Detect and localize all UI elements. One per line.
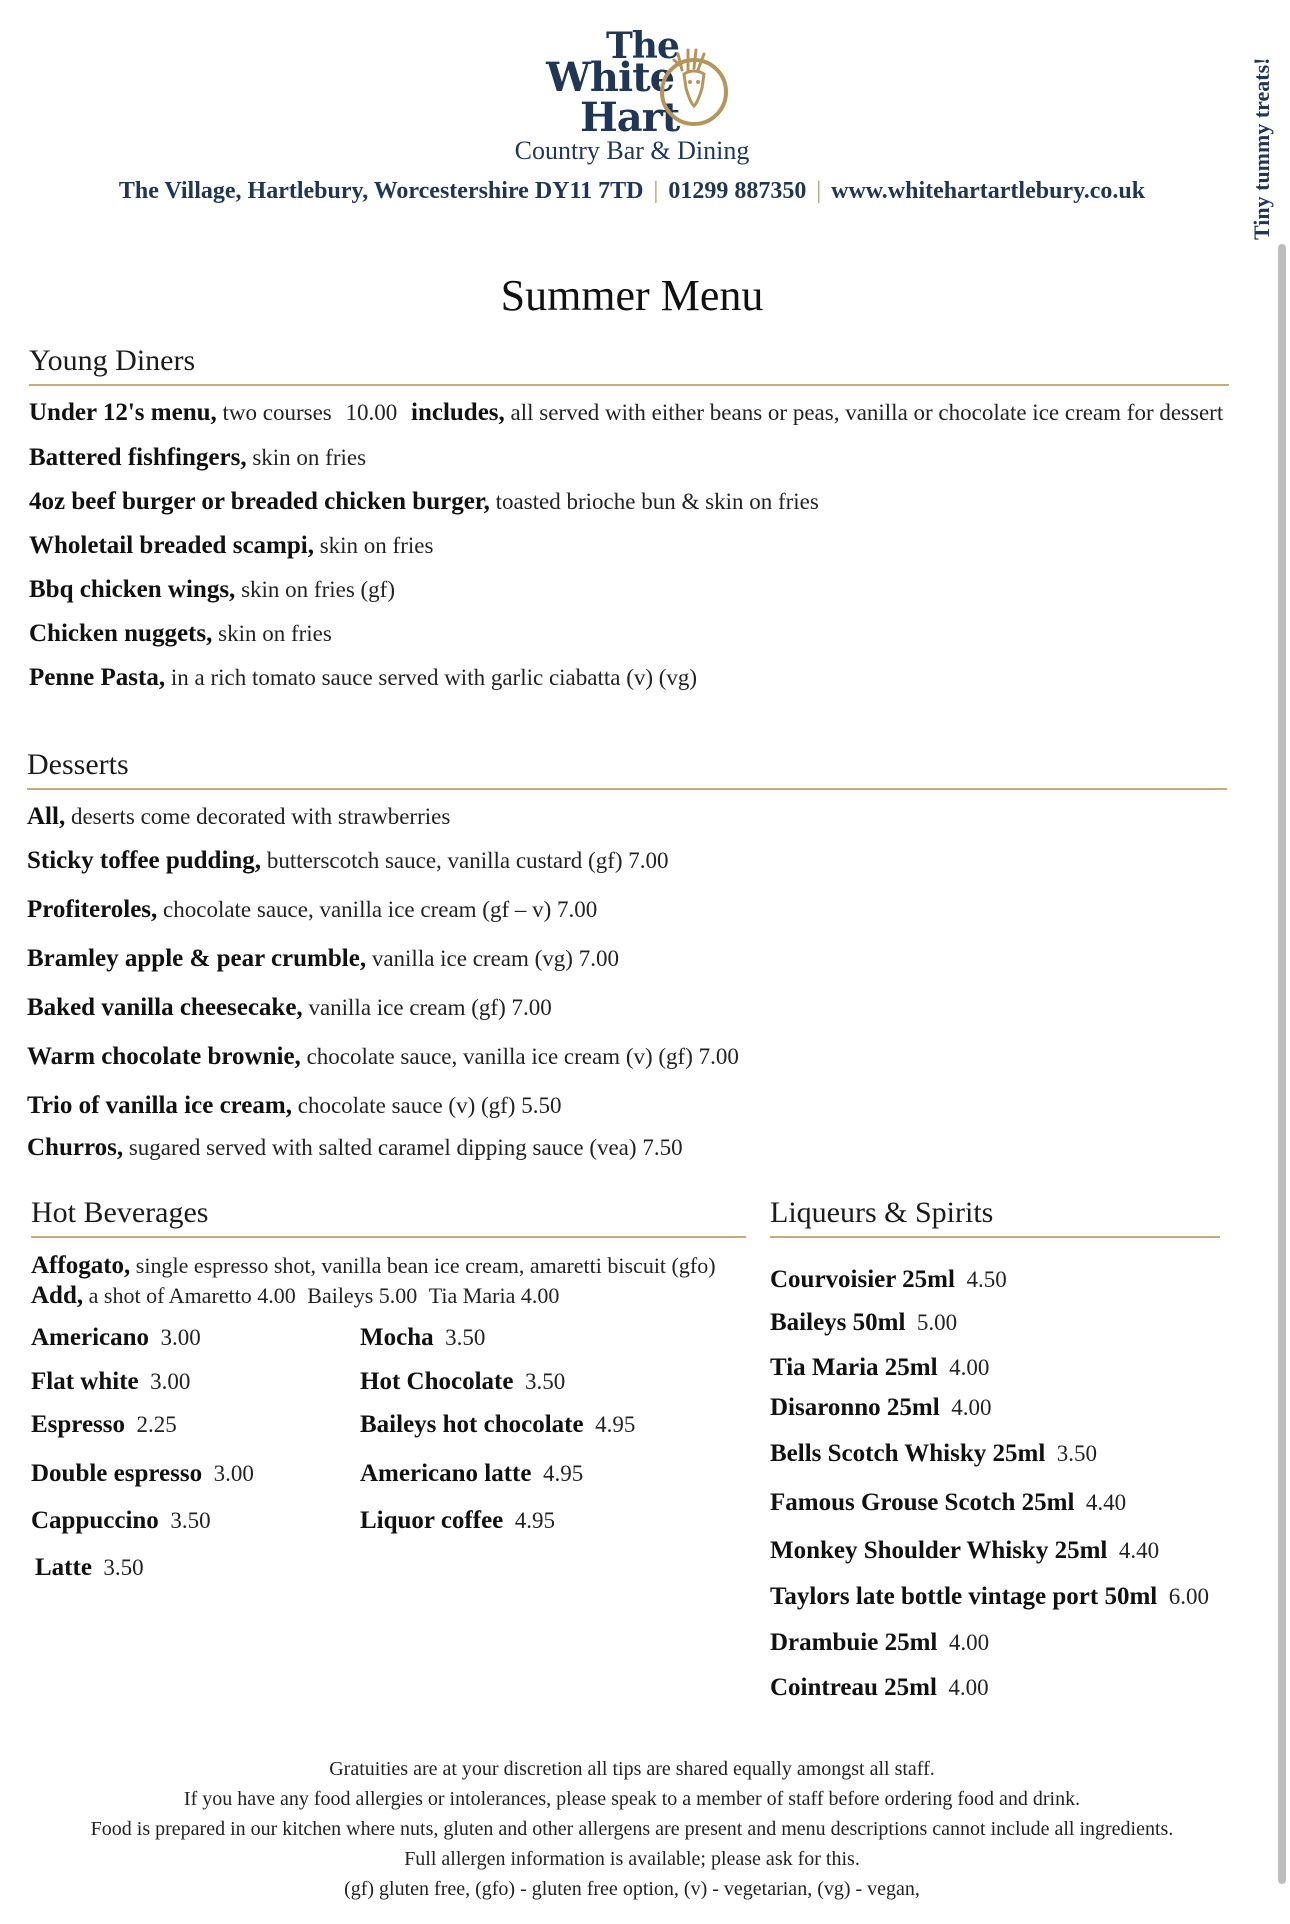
item-desc: vanilla ice cream (vg) [371, 946, 573, 971]
item-name: Baileys 50ml [770, 1309, 906, 1336]
drink-item [31, 1324, 201, 1352]
drink-item [770, 1266, 1007, 1294]
drink-item [360, 1460, 583, 1488]
menu-item [27, 1092, 561, 1120]
hot-beverages-section [31, 1196, 756, 1581]
section-heading: Desserts [27, 748, 1227, 790]
item-name: Bbq chicken wings, [29, 576, 236, 603]
item-price: 5.50 [521, 1093, 562, 1118]
logo [540, 22, 760, 142]
separator: | [653, 178, 659, 204]
item-name: Bells Scotch Whisky 25ml [770, 1440, 1046, 1467]
item-name: Baileys hot chocolate [360, 1411, 584, 1438]
item-name: Under 12's menu, [29, 399, 217, 426]
footer-line: Full allergen information is available; please ask for this. [404, 1848, 860, 1870]
footer-line: Food is prepared in our kitchen where nuts, gluten and other allergens are present and menu descriptions cannot include all ingredients. [90, 1818, 1174, 1840]
logo-word-the: The [606, 25, 679, 67]
drink-item [770, 1537, 1159, 1565]
item-price: 5.00 [916, 1310, 958, 1335]
item-name: Tia Maria 25ml [770, 1354, 938, 1381]
item-name: Profiteroles, [27, 896, 158, 923]
item-desc: two courses [222, 400, 332, 425]
item-desc: vanilla ice cream (gf) [308, 995, 506, 1020]
drink-item [35, 1554, 144, 1582]
item-price: 3.00 [150, 1369, 191, 1394]
item-desc: butterscotch sauce, vanilla custard (gf) [266, 848, 623, 873]
item-price: 7.00 [628, 848, 669, 873]
item-desc: single espresso shot, vanilla bean ice cream, amaretti biscuit (gfo) [135, 1253, 716, 1278]
item-price: 3.00 [213, 1461, 254, 1486]
item-name: Bramley apple & pear crumble, [27, 945, 367, 972]
item-desc: skin on fries [218, 621, 332, 646]
item-price: 4.00 [951, 1395, 992, 1420]
item-price: 3.50 [1056, 1441, 1098, 1466]
add-ons [31, 1282, 559, 1310]
item-name: Monkey Shoulder Whisky 25ml [770, 1537, 1108, 1564]
add-on-name: Tia Maria [428, 1283, 516, 1308]
item-price: 3.50 [445, 1325, 486, 1350]
item-desc: chocolate sauce, vanilla ice cream (v) (gf) [306, 1044, 693, 1069]
item-name: Hot Chocolate [360, 1368, 514, 1395]
drink-item [770, 1629, 989, 1657]
liqueurs-spirits-section [770, 1196, 1225, 1716]
item-name: Mocha [360, 1324, 434, 1351]
item-price: 3.50 [524, 1369, 566, 1394]
add-on-name: a shot of Amaretto [88, 1283, 252, 1308]
item-name: Americano [31, 1324, 150, 1351]
item-desc: skin on fries [319, 533, 434, 558]
item-price: 6.00 [1168, 1584, 1209, 1609]
item-name: Drambuie 25ml [770, 1629, 938, 1656]
item-price: 7.00 [698, 1044, 739, 1069]
item-desc: skin on fries (gf) [241, 577, 395, 602]
menu-item [27, 1043, 739, 1071]
item-name: Cappuccino [31, 1507, 159, 1534]
item-name: Double espresso [31, 1460, 203, 1487]
footer-notes [0, 1754, 1264, 1904]
item-price: 4.95 [542, 1461, 584, 1486]
add-on-name: Baileys [307, 1283, 374, 1308]
item-desc: skin on fries [252, 445, 367, 470]
item-price: 4.40 [1118, 1538, 1160, 1563]
item-price: 3.50 [170, 1508, 211, 1533]
item-name: Espresso [31, 1411, 126, 1438]
item-price: 3.50 [103, 1555, 144, 1580]
contact-line [0, 178, 1264, 205]
item-price: 4.95 [514, 1508, 556, 1533]
stag-head-icon [648, 40, 738, 130]
item-name: Penne Pasta, [29, 664, 166, 691]
menu-item [27, 945, 619, 973]
includes-label: includes, [411, 399, 505, 426]
add-on-price: 4.00 [520, 1283, 560, 1308]
item-name: All, [27, 803, 66, 830]
add-on-price: 4.00 [257, 1283, 296, 1308]
item-name: Chicken nuggets, [29, 620, 213, 647]
drink-item [360, 1411, 635, 1439]
item-name: Battered fishfingers, [29, 444, 247, 471]
menu-item [29, 532, 433, 560]
item-price: 4.40 [1085, 1490, 1127, 1515]
footer-line: If you have any food allergies or intolerances, please speak to a member of staff before ordering food and drink. [183, 1788, 1081, 1810]
affogato-item [31, 1252, 716, 1280]
item-price: 4.95 [595, 1412, 636, 1437]
menu-item [27, 896, 597, 924]
drink-item [770, 1674, 989, 1702]
item-desc: toasted brioche bun & skin on fries [495, 489, 819, 514]
drink-item [770, 1309, 957, 1337]
tagline: Country Bar & Dining [514, 136, 750, 165]
drink-item [31, 1507, 211, 1535]
menu-item [29, 576, 395, 604]
item-name: Taylors late bottle vintage port 50ml [770, 1583, 1158, 1610]
drink-item [770, 1394, 991, 1422]
side-note: Tiny tummy treats! [1249, 57, 1274, 240]
menu-item [27, 1134, 683, 1162]
includes-text: all served with either beans or peas, vanilla or chocolate ice cream for dessert [510, 400, 1224, 425]
menu-item [27, 847, 669, 875]
item-name: Flat white [31, 1368, 139, 1395]
item-desc: in a rich tomato sauce served with garlic ciabatta (v) (vg) [170, 665, 698, 690]
footer-line: Gratuities are at your discretion all tips are shared equally amongst all staff. [329, 1758, 935, 1780]
item-name: Affogato, [31, 1252, 131, 1279]
item-name: Cointreau 25ml [770, 1674, 937, 1701]
item-name: Courvoisier 25ml [770, 1266, 955, 1293]
drink-item [360, 1368, 565, 1396]
item-desc: chocolate sauce, vanilla ice cream (gf – v) [163, 897, 552, 922]
item-price: 7.00 [557, 897, 598, 922]
menu-item [29, 399, 1223, 427]
item-name: Liquor coffee [360, 1507, 504, 1534]
item-price: 10.00 [345, 400, 398, 425]
logo-word-white: White [546, 54, 675, 101]
phone-number[interactable]: 01299 887350 [668, 178, 807, 204]
menu-item [29, 488, 819, 516]
separator: | [816, 178, 822, 204]
item-price: 4.00 [949, 1355, 990, 1380]
item-name: Churros, [27, 1134, 124, 1161]
item-price: 7.50 [642, 1135, 683, 1160]
item-price: 2.25 [136, 1412, 177, 1437]
drink-item [770, 1440, 1097, 1468]
item-desc: chocolate sauce (v) (gf) [297, 1093, 516, 1118]
item-name: Add, [31, 1282, 84, 1309]
drink-item [770, 1354, 989, 1382]
section-heading: Liqueurs & Spirits [770, 1196, 1220, 1238]
item-name: Americano latte [360, 1460, 532, 1487]
page-title: Summer Menu [500, 271, 764, 320]
footer-line: (gf) gluten free, (gfo) - gluten free option, (v) - vegetarian, (vg) - vegan, [344, 1878, 920, 1900]
menu-item [29, 620, 332, 648]
item-name: Famous Grouse Scotch 25ml [770, 1489, 1075, 1516]
item-name: Disaronno 25ml [770, 1394, 940, 1421]
section-heading: Hot Beverages [31, 1196, 746, 1238]
menu-item [29, 444, 366, 472]
item-desc: sugared served with salted caramel dipping sauce (vea) [128, 1135, 637, 1160]
item-name: Warm chocolate brownie, [27, 1043, 301, 1070]
menu-item [27, 994, 552, 1022]
item-price: 7.00 [511, 995, 552, 1020]
item-price: 4.00 [948, 1630, 990, 1655]
item-price: 7.00 [578, 946, 619, 971]
address: The Village, Hartlebury, Worcestershire DY11 7TD [118, 178, 644, 204]
item-name: Baked vanilla cheesecake, [27, 994, 303, 1021]
add-on-price: 5.00 [378, 1283, 418, 1308]
menu-item [29, 664, 697, 692]
dessert-note [27, 803, 450, 831]
section-heading: Young Diners [29, 344, 1229, 386]
drink-item [31, 1460, 254, 1488]
drink-item [770, 1489, 1126, 1517]
scrollbar-thumb[interactable] [1278, 244, 1286, 1884]
item-price: 4.50 [966, 1267, 1007, 1292]
item-price: 4.00 [948, 1675, 989, 1700]
website-link[interactable]: www.whitehartartlebury.co.uk [831, 178, 1146, 204]
item-price: 3.00 [160, 1325, 201, 1350]
item-name: Wholetail breaded scampi, [29, 532, 314, 559]
scrollbar-track[interactable] [1278, 244, 1286, 1884]
drink-item [31, 1368, 190, 1396]
item-desc: deserts come decorated with strawberries [70, 804, 451, 829]
drink-item [360, 1507, 555, 1535]
item-name: Trio of vanilla ice cream, [27, 1092, 292, 1119]
item-name: 4oz beef burger or breaded chicken burger, [29, 488, 490, 515]
drink-item [31, 1411, 177, 1439]
item-name: Sticky toffee pudding, [27, 847, 262, 874]
item-name: Latte [35, 1554, 92, 1581]
drink-item [770, 1583, 1209, 1611]
drink-item [360, 1324, 485, 1352]
logo-word-hart: Hart [580, 94, 680, 141]
